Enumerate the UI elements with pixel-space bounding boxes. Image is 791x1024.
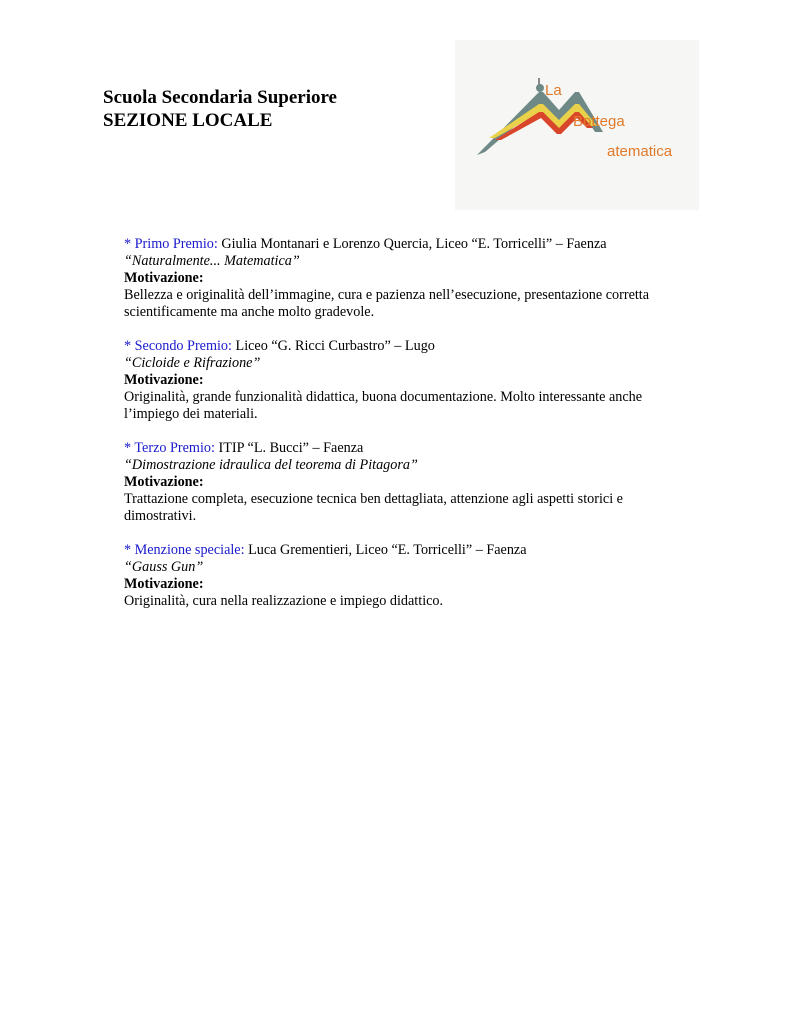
- la-bottega-matematica-logo: [455, 40, 699, 210]
- school-level-heading: Scuola Secondaria Superiore: [103, 87, 337, 108]
- project-title: “Naturalmente... Matematica”: [124, 253, 300, 269]
- project-title: “Gauss Gun”: [124, 559, 204, 575]
- project-title: “Dimostrazione idraulica del teorema di Pitagora”: [124, 457, 418, 473]
- motivation-label: Motivazione:: [124, 372, 204, 388]
- award-third: [124, 440, 684, 525]
- logo-dot: [536, 84, 544, 92]
- award-second: [124, 338, 684, 423]
- motivation-label: Motivazione:: [124, 270, 204, 286]
- logo-word-atematica: atematica: [607, 143, 673, 160]
- award-first: [124, 236, 684, 321]
- awards-list: [124, 236, 684, 627]
- logo-word-la: La: [545, 82, 562, 99]
- recipient: ITIP “L. Bucci” – Faenza: [214, 440, 364, 456]
- award-heading: [124, 440, 684, 457]
- award-heading: [124, 236, 684, 253]
- page-header: [103, 86, 337, 132]
- section-heading: SEZIONE LOCALE: [103, 110, 273, 131]
- motivation-text: Bellezza e originalità dell’immagine, cura e pazienza nell’esecuzione, presentazione corretta scientificamente ma anche molto gradevole.: [124, 287, 650, 320]
- motivation-text: Originalità, cura nella realizzazione e impiego didattico.: [124, 593, 444, 609]
- project-title: “Cicloide e Rifrazione”: [124, 355, 261, 371]
- motivation-text: Trattazione completa, esecuzione tecnica ben dettagliata, attenzione agli aspetti storici e dimostrativi.: [124, 491, 623, 524]
- logo-graphic: [455, 40, 699, 210]
- prize-label: * Secondo Premio:: [124, 338, 232, 354]
- award-heading: [124, 338, 684, 355]
- recipient: Luca Grementieri, Liceo “E. Torricelli” – Faenza: [244, 542, 527, 558]
- motivation-label: Motivazione:: [124, 474, 204, 490]
- recipient: Giulia Montanari e Lorenzo Quercia, Liceo “E. Torricelli” – Faenza: [217, 236, 607, 252]
- motivation-label: Motivazione:: [124, 576, 204, 592]
- prize-label: * Menzione speciale:: [124, 542, 245, 558]
- prize-label: * Primo Premio:: [124, 236, 218, 252]
- motivation-text: Originalità, grande funzionalità didattica, buona documentazione. Molto interessante anche l’impiego dei materiali.: [124, 389, 643, 422]
- award-special-mention: [124, 542, 684, 610]
- award-heading: [124, 542, 684, 559]
- logo-word-bottega: Bottega: [573, 113, 625, 130]
- prize-label: * Terzo Premio:: [124, 440, 215, 456]
- recipient: Liceo “G. Ricci Curbastro” – Lugo: [231, 338, 435, 354]
